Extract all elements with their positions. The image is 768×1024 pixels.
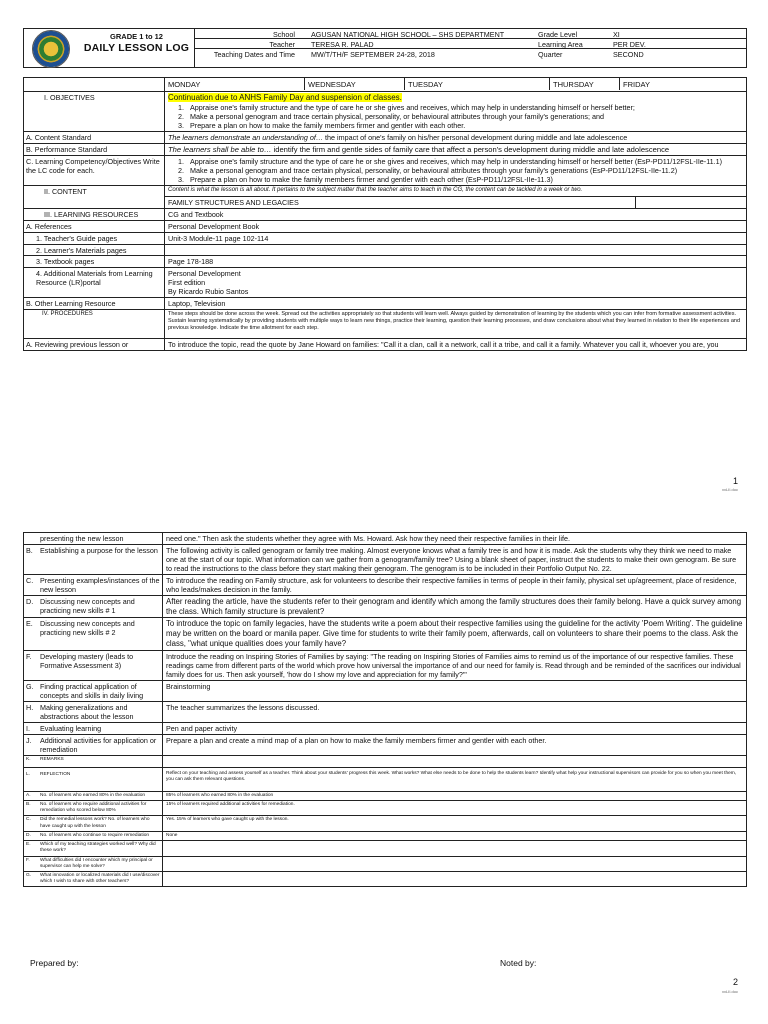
page-number-2: 2 bbox=[732, 977, 738, 987]
competency-label: C. Learning Competency/Objectives Write the LC code for each. bbox=[24, 156, 165, 185]
day-monday: MONDAY bbox=[165, 78, 305, 90]
small-row-f: F. What difficulties did I encounter which my principal or supervisor can help me solve? bbox=[24, 856, 746, 871]
references-row: A. References Personal Development Book bbox=[24, 220, 746, 232]
small-row-g: G. What innovation or localized materials did I use/discover which I wish to share with other teachers? bbox=[24, 871, 746, 886]
list-item: 1. Appraise one's family structure and the type of care he or she gives and receives, which may help in understanding himself or herself better (EsP-PD11/12FSL-IIe-11.1) bbox=[178, 157, 723, 167]
competency-list bbox=[168, 157, 743, 184]
noted-by-label: Noted by: bbox=[500, 958, 537, 968]
lesson-plan-table-page-1 bbox=[23, 77, 747, 351]
competency-row bbox=[24, 155, 746, 185]
quarter-value: SECOND bbox=[613, 50, 644, 59]
generalization-row: H. Making generalizations and abstractions about the lesson The teacher summarizes the lessons discussed. bbox=[24, 701, 746, 722]
page-number-1: 1 bbox=[732, 476, 738, 486]
concepts-1-row: D. Discussing new concepts and practicing new skills # 1 After reading the article, have the students refer to their genogram and identify which among the family structures does their family belong. Have a quick survey among the class. Which family structure is prevalent? bbox=[24, 595, 746, 617]
list-item: 2. Make a personal genogram and trace certain physical, personality, or behavioural attributes through your family's generations; and bbox=[178, 112, 604, 121]
document-title: DAILY LESSON LOG bbox=[83, 42, 190, 54]
content-standard-row: A. Content Standard The learners demonstrate an understanding of… the impact of one's family on his/her personal development during middle and late adolescence bbox=[24, 131, 746, 143]
objectives-row bbox=[24, 91, 746, 131]
objectives-note: Continuation due to ANHS Family Day and suspension of classes. bbox=[168, 93, 402, 102]
content-note: Content is what the lesson is all about. It pertains to the subject matter that the teacher aims to teach in the CG, the content can be tackled in a week or two. bbox=[165, 186, 746, 197]
examples-row: C. Presenting examples/instances of the new lesson To introduce the reading on Family structure, ask for volunteers to describe their respective families in terms of people in their family, physical set up/agreement, place of residence, who leads/makes decision in the family. bbox=[24, 574, 746, 595]
concepts-2-row: E. Discussing new concepts and practicing new skills # 2 To introduce the topic on family legacies, have the students write a poem about their respective families using the guideline for the activity 'Poem Writing'. The guideline may be written on the board or manila paper. Give time for students to write their family poem, afterwards, call on volunteers to share their poems to the class. Ask the class, "what unique qualities does your family have? bbox=[24, 617, 746, 649]
day-thursday: THURSDAY bbox=[550, 78, 620, 90]
review-row: A. Reviewing previous lesson or To introduce the topic, read the quote by Jane Howard on families: "Call it a clan, call it a network, call it a tribe, and call it a family. Whatever you call it, whoever you are, you bbox=[24, 338, 746, 350]
lesson-plan-table-page-2 bbox=[23, 532, 747, 887]
learning-resources-row bbox=[24, 208, 746, 220]
school-value: AGUSAN NATIONAL HIGH SCHOOL – SHS DEPARTMENT bbox=[311, 30, 505, 39]
teachers-guide-row: 1. Teacher's Guide pages Unit-3 Module-11 page 102-114 bbox=[24, 232, 746, 244]
day-wednesday: WEDNESDAY bbox=[305, 78, 405, 90]
small-row-e: E. Which of my teaching strategies worked well? Why did these work? bbox=[24, 840, 746, 855]
school-seal-icon bbox=[32, 30, 70, 68]
learning-area-value: PER DEV. bbox=[613, 40, 646, 49]
learning-resources-value: CG and Textbook bbox=[168, 209, 224, 219]
dates-value: MW/T/TH/F SEPTEMBER 24-28, 2018 bbox=[311, 50, 435, 59]
header-row-school: School AGUSAN NATIONAL HIGH SCHOOL – SHS DEPARTMENT Grade Level XI bbox=[195, 29, 747, 39]
procedures-label: IV. PROCEDURES bbox=[24, 310, 165, 338]
grade-level-value: XI bbox=[613, 30, 620, 39]
performance-standard-row: B. Performance Standard The learners shall be able to… identify the firm and gentle sides of family care that affect a person's development during middle and late adolescence bbox=[24, 143, 746, 155]
objectives-label: I. OBJECTIVES bbox=[24, 92, 165, 131]
application-row: G. Finding practical application of concepts and skills in daily living Brainstorming bbox=[24, 680, 746, 701]
header-row-teacher: Teacher TERESA R. PALAD Learning Area PER DEV. bbox=[195, 39, 747, 49]
other-resources-row: B. Other Learning Resource Laptop, Television bbox=[24, 297, 746, 309]
page-mark-2: xxLII.doc bbox=[721, 989, 738, 994]
teacher-value: TERESA R. PALAD bbox=[311, 40, 374, 49]
procedures-row bbox=[24, 309, 746, 338]
small-row-a: A. No. of learners who earned 80% in the evaluation 85% of learners who earned 80% in the evaluation bbox=[24, 791, 746, 800]
content-standard-label: A. Content Standard bbox=[24, 132, 165, 143]
list-item: 1. Appraise one's family structure and the type of care he or she gives and receives, which may help in understanding himself or herself better; bbox=[178, 103, 635, 112]
lesson-log-header bbox=[23, 28, 747, 68]
page-mark-1: xxLII.doc bbox=[721, 487, 738, 492]
day-tuesday: TUESDAY bbox=[405, 78, 550, 90]
list-item: 3. Prepare a plan on how to make the family members firmer and gentler with each other. bbox=[178, 121, 466, 130]
list-item: 2. Make a personal genogram and trace certain physical, personality, or behavioural attributes through your family's generations (EsP-PD11/12FSL-IIe-11.2) bbox=[178, 166, 678, 176]
procedures-note: These steps should be done across the week. Spread out the activities appropriately so that students will learn well. Always guided by demonstration of learning by the students which you can infer from formative assessment activities. Sustain learning systematically by providing students with multiple ways to learn new things, practice their learning, question their learning processes, and draw conclusions about what they learned in relation to their life experiences and previous knowledge. Indicate the time allotment for each step. bbox=[168, 310, 741, 332]
evaluation-row: I. Evaluating learning Pen and paper activity bbox=[24, 722, 746, 734]
additional-materials-row: 4. Additional Materials from Learning Resource (LR)portal Personal Development First edition By Ricardo Rubio Santos bbox=[24, 267, 746, 297]
additional-activities-row: J. Additional activities for application or remediation Prepare a plan and create a mind map of a plan on how to make the family members firmer and gentler with each other. bbox=[24, 734, 746, 755]
reflection-row: L. REFLECTION Reflect on your teaching and assess yourself as a teacher. Think about your students' progress this week. What works? What else needs to be done to help the students learn? Identify what help your instructional supervisors can provide for you so when you meet them, you can ask them relevant questions. bbox=[24, 767, 746, 791]
small-row-b: B. No. of learners who require additional activities for remediation who scored below 80% 15% of learners required additional activities for remediation. bbox=[24, 800, 746, 815]
small-row-d: D. No. of learners who continue to require remediation None bbox=[24, 831, 746, 840]
prepared-by-label: Prepared by: bbox=[30, 958, 79, 968]
content-title: FAMILY STRUCTURES AND LEGACIES bbox=[165, 197, 636, 208]
review-cont-row: presenting the new lesson need one." Then ask the students whether they agree with Ms. Howard. Ask how they need their respective families in their life. bbox=[24, 533, 746, 544]
day-friday: FRIDAY bbox=[623, 80, 650, 89]
learning-resources-label: III. LEARNING RESOURCES bbox=[24, 209, 165, 220]
textbook-row: 3. Textbook pages Page 178-188 bbox=[24, 255, 746, 267]
days-row bbox=[24, 78, 746, 91]
learners-materials-row: 2. Learner's Materials pages bbox=[24, 244, 746, 255]
small-row-c: C. Did the remedial lessons work? No. of learners who have caught up with the lesson Yes. 15% of learners who gave caught up with the lesson. bbox=[24, 815, 746, 830]
mastery-row: F. Developing mastery (leads to Formative Assessment 3) Introduce the reading on Inspiring Stories of Families by saying: "The reading on Inspiring Stories of Families aims to remind us of the importance of our respective families. These readings came from different parts of the world which prove how universal the importance of and our need for family is. Read through and be reminded of the sacrifices our individual family does for us. Then ask yourself, 'how do I show my love and appreciation for my family?'" bbox=[24, 650, 746, 680]
objectives-list bbox=[168, 103, 743, 130]
purpose-row: B. Establishing a purpose for the lesson The following activity is called genogram or family tree making. Almost everyone knows what a family tree is and how it is made. Ask the students why they think we need to make one at the start of our topic. What information can we gather from a genogram/family tree? Using a blank sheet of paper, instruct the students to make their own genogram. Be sure to read the instructions to the class before they start making their genogram. The genogram is to be included in their Portfolio Output No. 22. bbox=[24, 544, 746, 574]
performance-standard-label: B. Performance Standard bbox=[24, 144, 165, 155]
remarks-row: K. REMARKS bbox=[24, 755, 746, 767]
grade-range: GRADE 1 to 12 bbox=[110, 32, 163, 41]
list-item: 3. Prepare a plan on how to make the family members firmer and gentler with each other (EsP-PD11/12FSL-IIe-11.3) bbox=[178, 175, 553, 185]
content-label: II. CONTENT bbox=[24, 186, 165, 208]
header-row-dates: Teaching Dates and Time MW/T/TH/F SEPTEMBER 24-28, 2018 Quarter SECOND bbox=[213, 50, 644, 59]
content-row bbox=[24, 185, 746, 208]
